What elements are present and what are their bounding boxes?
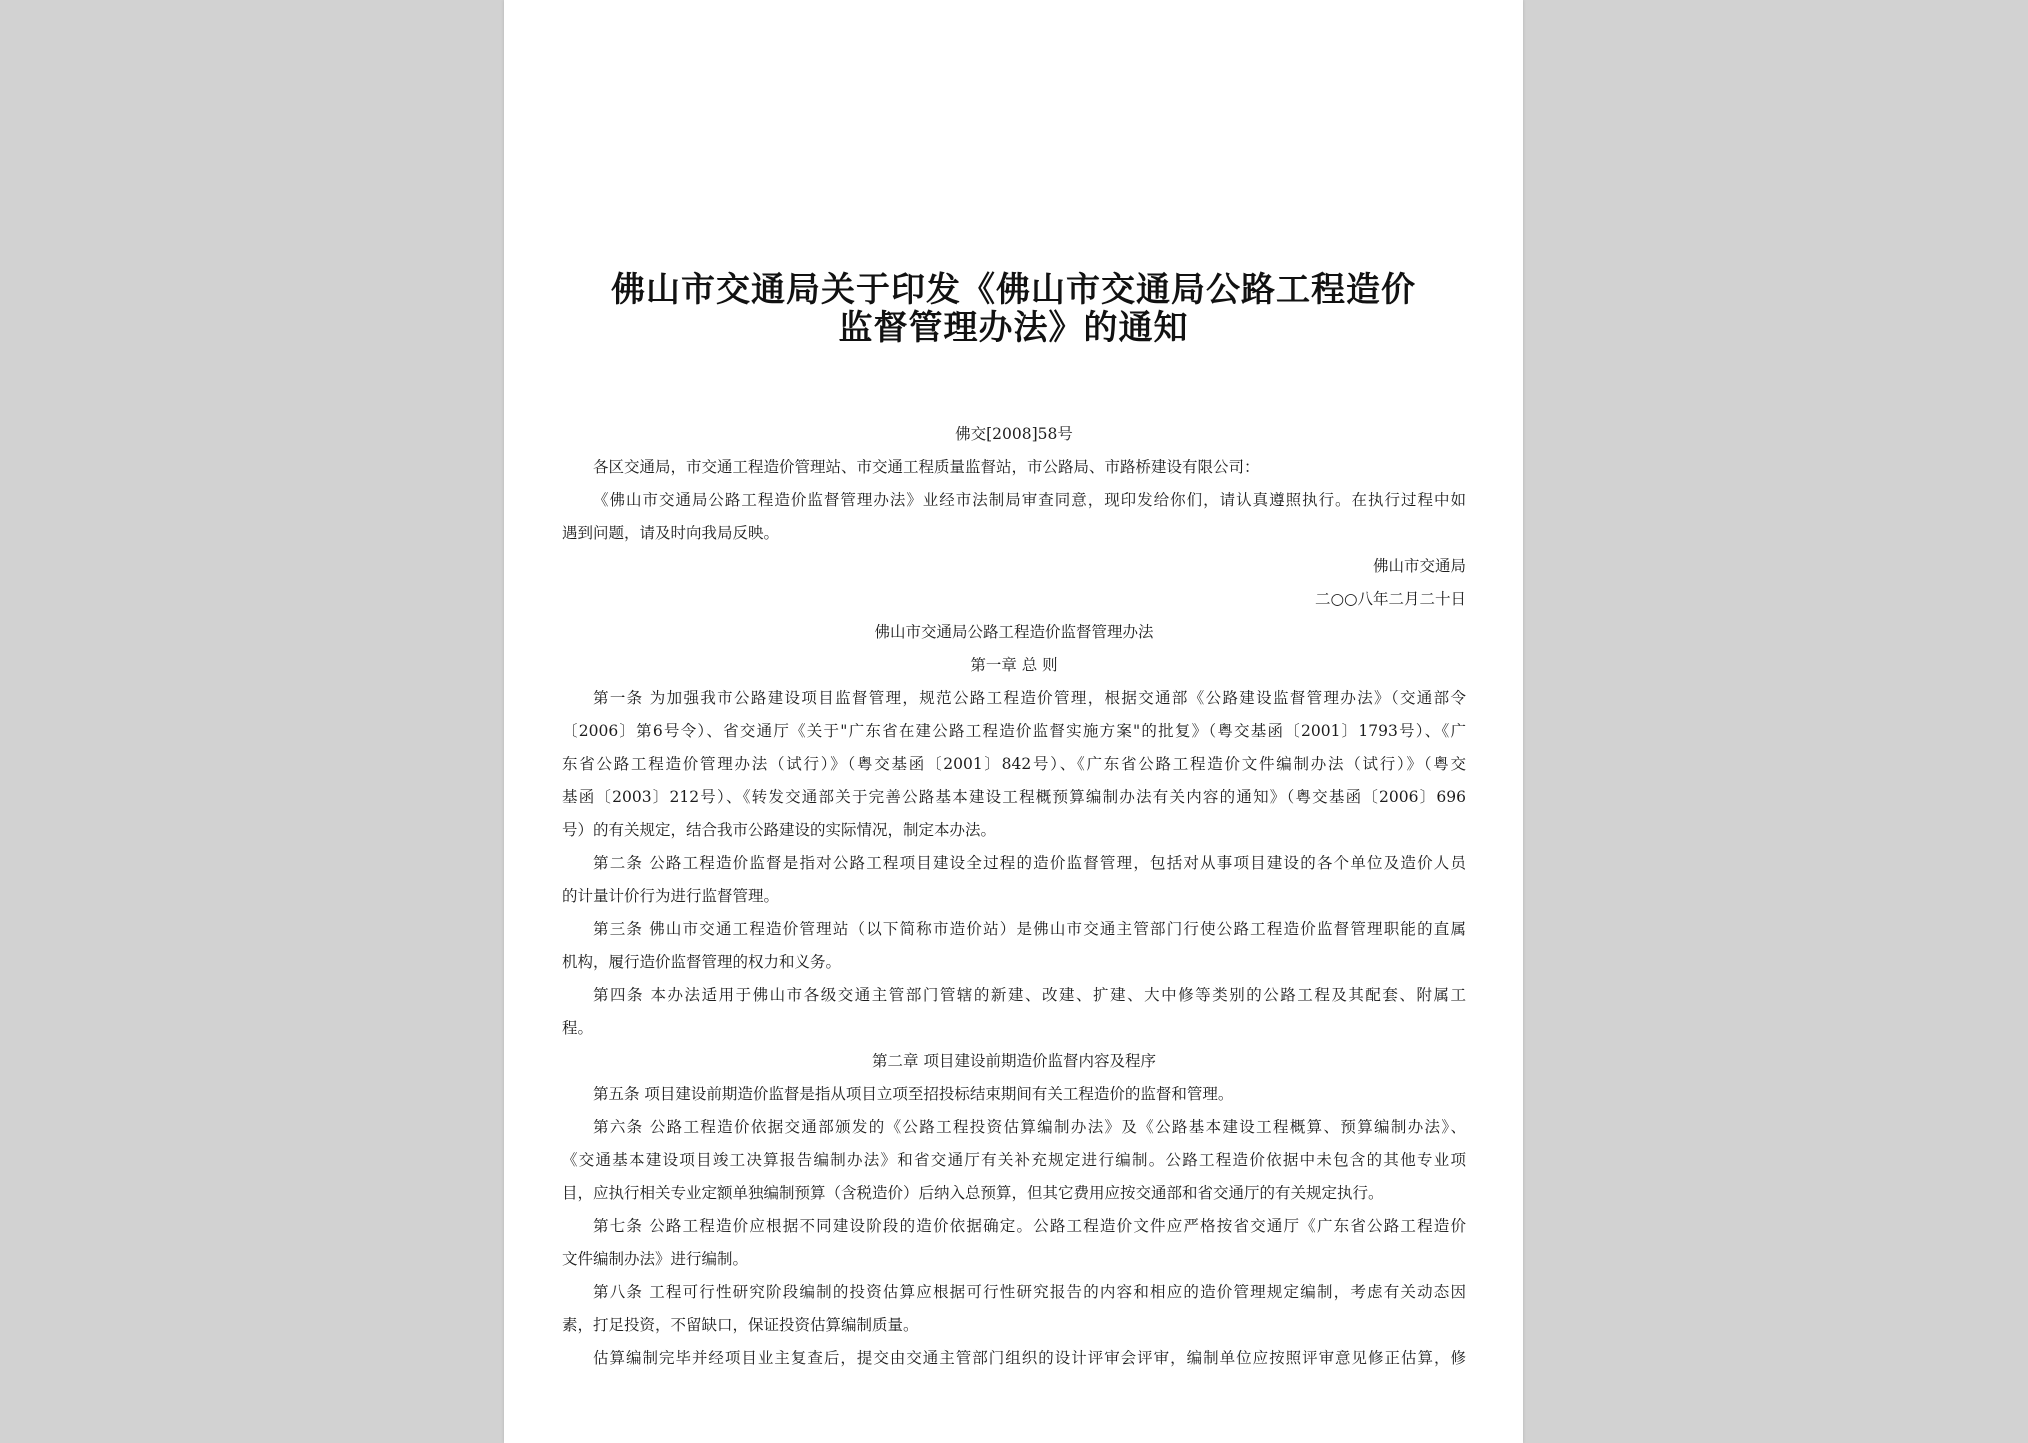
document-title-line-2: 监督管理办法》的通知 (838, 308, 1189, 348)
article-line: 第七条 公路工程造价应根据不同建设阶段的造价依据确定。公路工程造价文件应严格按省交通厅《广东省公路工程造价 (593, 1217, 1466, 1235)
article-line: 第五条 项目建设前期造价监督是指从项目立项至招投标结束期间有关工程造价的监督和管理。 (593, 1085, 1234, 1103)
article-line: 〔2006〕第6号令）、省交通厅《关于"广东省在建公路工程造价监督实施方案"的批复》（粤交基函〔2001〕1793号）、《广 (562, 722, 1466, 740)
article-line: 号）的有关规定，结合我市公路建设的实际情况，制定本办法。 (562, 821, 997, 839)
article-line: 第一条 为加强我市公路建设项目监督管理，规范公路工程造价管理，根据交通部《公路建设监督管理办法》（交通部令 (593, 689, 1466, 707)
doc-number: 佛交[2008]58号 (955, 425, 1073, 443)
addressee: 各区交通局，市交通工程造价管理站、市交通工程质量监督站，市公路局、市路桥建设有限公司： (593, 458, 1260, 476)
article-line: 《交通基本建设项目竣工决算报告编制办法》和省交通厅有关补充规定进行编制。公路工程造价依据中未包含的其他专业项 (562, 1151, 1466, 1169)
article-line: 第三条 佛山市交通工程造价管理站（以下简称市造价站）是佛山市交通主管部门行使公路工程造价监督管理职能的直属 (593, 920, 1466, 938)
document-body (562, 418, 1466, 1375)
article-line: 第四条 本办法适用于佛山市各级交通主管部门管辖的新建、改建、扩建、大中修等类别的公路工程及其配套、附属工 (593, 986, 1466, 1004)
signature: 佛山市交通局 (1372, 557, 1466, 575)
article-line: 文件编制办法》进行编制。 (562, 1250, 749, 1268)
article-line: 机构，履行造价监督管理的权力和义务。 (562, 953, 842, 971)
chapter-heading: 第一章 总 则 (970, 656, 1058, 674)
document-title-line-1: 佛山市交通局关于印发《佛山市交通局公路工程造价 (611, 270, 1416, 310)
issue-date: 二○○八年二月二十日 (1314, 590, 1466, 608)
article-line: 东省公路工程造价管理办法（试行）》（粤交基函〔2001〕842号）、《广东省公路工程造价文件编制办法（试行）》（粤交 (562, 755, 1466, 773)
article-line: 估算编制完毕并经项目业主复查后，提交由交通主管部门组织的设计评审会评审，编制单位应按照评审意见修正估算，修 (593, 1349, 1466, 1367)
article-line: 素，打足投资，不留缺口，保证投资估算编制质量。 (562, 1316, 919, 1334)
article-line: 的计量计价行为进行监督管理。 (562, 887, 780, 905)
article-line: 基函〔2003〕212号）、《转发交通部关于完善公路基本建设工程概预算编制办法有关内容的通知》（粤交基函〔2006〕696 (562, 788, 1466, 806)
article-line: 第八条 工程可行性研究阶段编制的投资估算应根据可行性研究报告的内容和相应的造价管理规定编制，考虑有关动态因 (593, 1283, 1466, 1301)
intro-line: 《佛山市交通局公路工程造价监督管理办法》业经市法制局审查同意，现印发给你们，请认真遵照执行。在执行过程中如 (593, 491, 1466, 509)
intro-line: 遇到问题，请及时向我局反映。 (562, 524, 780, 542)
chapter-heading: 第二章 项目建设前期造价监督内容及程序 (872, 1052, 1156, 1070)
article-line: 第六条 公路工程造价依据交通部颁发的《公路工程投资估算编制办法》及《公路基本建设工程概算、预算编制办法》、 (593, 1118, 1466, 1136)
document-page (504, 0, 1523, 1443)
article-line: 程。 (562, 1019, 594, 1037)
rules-title: 佛山市交通局公路工程造价监督管理办法 (874, 623, 1154, 641)
article-line: 目，应执行相关专业定额单独编制预算（含税造价）后纳入总预算，但其它费用应按交通部和省交通厅的有关规定执行。 (562, 1184, 1384, 1202)
article-line: 第二条 公路工程造价监督是指对公路工程项目建设全过程的造价监督管理，包括对从事项目建设的各个单位及造价人员 (593, 854, 1466, 872)
